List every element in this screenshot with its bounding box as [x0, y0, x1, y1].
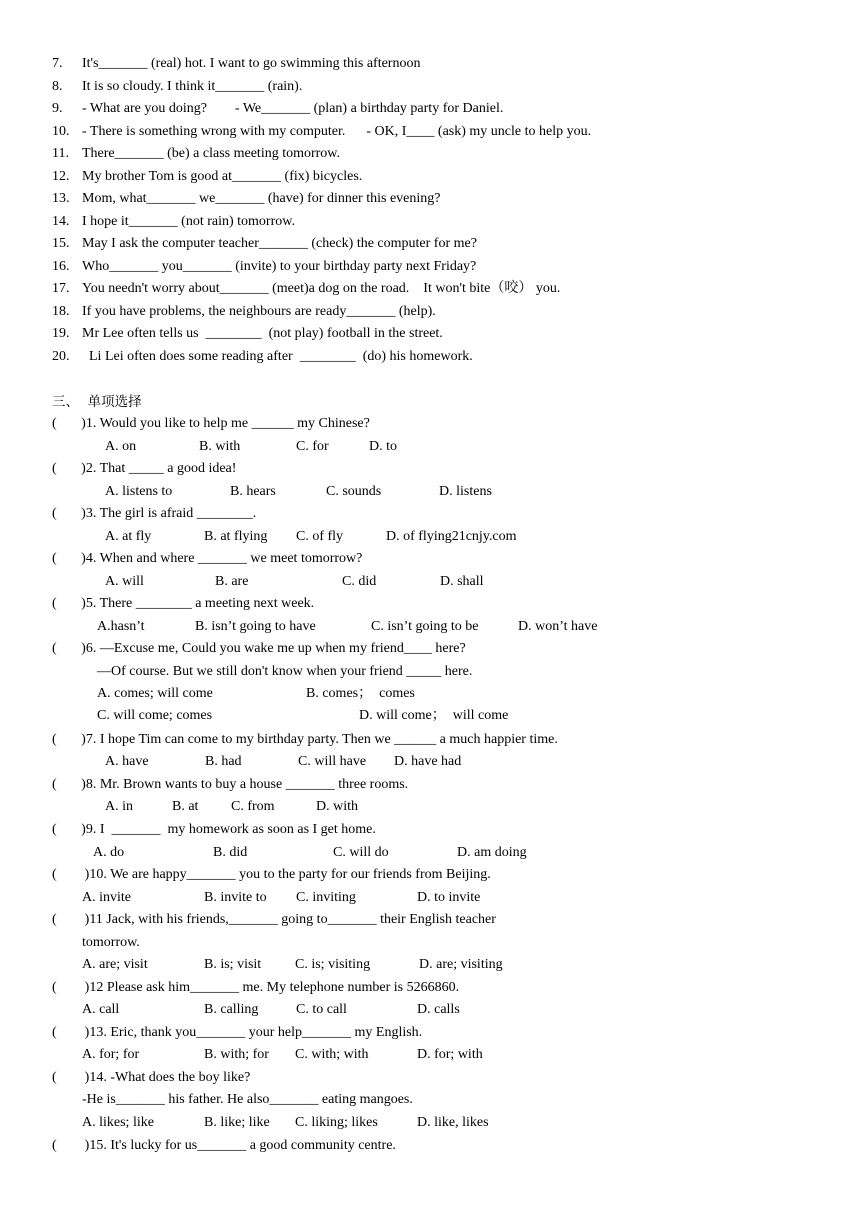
item-number: 19.: [52, 326, 70, 341]
mc-option: D. to: [369, 439, 397, 454]
mc-option: C. will have: [298, 754, 367, 769]
mc-option: B. comes； comes: [306, 686, 415, 701]
mc-option: A. for; for: [82, 1047, 140, 1062]
item-number: 11.: [52, 146, 69, 161]
mc-option: A. are; visit: [82, 957, 148, 972]
mc-option: C. for: [296, 439, 329, 454]
item-number: 7.: [52, 56, 63, 71]
mc-question: ( )14. -What does the boy like?: [52, 1070, 251, 1085]
fill-blank-question: My brother Tom is good at_______ (fix) bicycles.: [82, 169, 363, 184]
mc-option: C. did: [342, 574, 377, 589]
mc-question: ( )5. There ________ a meeting next week.: [52, 596, 315, 611]
mc-option: C. of fly: [296, 529, 344, 544]
item-number: 20.: [52, 349, 70, 364]
fill-blank-question: Who_______ you_______ (invite) to your birthday party next Friday?: [82, 259, 477, 274]
item-number: 15.: [52, 236, 70, 251]
mc-question: ( )9. I _______ my homework as soon as I get home.: [52, 822, 376, 837]
item-number: 12.: [52, 169, 70, 184]
mc-option: B. at: [172, 799, 199, 814]
fill-blank-question: Mom, what_______ we_______ (have) for dinner this evening?: [82, 191, 441, 206]
mc-option: A. listens to: [105, 484, 173, 499]
mc-question: ( )4. When and where _______ we meet tomorrow?: [52, 551, 363, 566]
mc-option: A. likes; like: [82, 1115, 154, 1130]
mc-question: ( )15. It's lucky for us_______ a good community centre.: [52, 1138, 396, 1153]
mc-option: D. for; with: [417, 1047, 483, 1062]
mc-option: A. do: [93, 845, 125, 860]
mc-question: ( )13. Eric, thank you_______ your help_______ my English.: [52, 1025, 423, 1040]
section-heading: 三、 单项选择: [52, 394, 142, 410]
mc-option: A. invite: [82, 890, 131, 905]
mc-option: D. am doing: [457, 845, 527, 860]
item-number: 16.: [52, 259, 70, 274]
fill-blank-question: I hope it_______ (not rain) tomorrow.: [82, 214, 295, 229]
item-number: 13.: [52, 191, 70, 206]
item-number: 8.: [52, 79, 63, 94]
mc-question: ( )6. —Excuse me, Could you wake me up when my friend____ here?: [52, 641, 466, 656]
item-number: 14.: [52, 214, 70, 229]
mc-option: A. have: [105, 754, 149, 769]
mc-option: D. calls: [417, 1002, 460, 1017]
mc-option: A.hasn’t: [97, 619, 145, 634]
fill-blank-question: If you have problems, the neighbours are ready_______ (help).: [82, 304, 436, 319]
mc-option: C. with; with: [295, 1047, 369, 1062]
mc-option: A. in: [105, 799, 133, 814]
mc-option: B. hears: [230, 484, 276, 499]
mc-question: ( )10. We are happy_______ you to the party for our friends from Beijing.: [52, 867, 491, 882]
mc-option: B. like; like: [204, 1115, 270, 1130]
mc-option: B. did: [213, 845, 248, 860]
mc-option: C. will do: [333, 845, 389, 860]
mc-option: D. listens: [439, 484, 492, 499]
item-number: 9.: [52, 101, 63, 116]
mc-option: C. is; visiting: [295, 957, 371, 972]
fill-blank-question: - There is something wrong with my computer. - OK, I____ (ask) my uncle to help you.: [82, 124, 592, 139]
mc-option: C. sounds: [326, 484, 382, 499]
mc-option: C. isn’t going to be: [371, 619, 479, 634]
mc-option: D. are; visiting: [419, 957, 503, 972]
mc-option: B. isn’t going to have: [195, 619, 316, 634]
fill-blank-question: It is so cloudy. I think it_______ (rain).: [82, 79, 303, 94]
mc-question: ( )2. That _____ a good idea!: [52, 461, 237, 476]
mc-question: ( )8. Mr. Brown wants to buy a house _______ three rooms.: [52, 777, 409, 792]
mc-option: C. inviting: [296, 890, 356, 905]
item-number: 18.: [52, 304, 70, 319]
mc-question-continuation: —Of course. But we still don't know when your friend _____ here.: [97, 664, 473, 679]
mc-option: D. will come； will come: [359, 708, 509, 723]
mc-option: A. at fly: [105, 529, 152, 544]
fill-blank-question: - What are you doing? - We_______ (plan) a birthday party for Daniel.: [82, 101, 504, 116]
mc-option: C. to call: [296, 1002, 347, 1017]
fill-blank-question: May I ask the computer teacher_______ (check) the computer for me?: [82, 236, 477, 251]
mc-option: B. are: [215, 574, 249, 589]
mc-question: ( )7. I hope Tim can come to my birthday party. Then we ______ a much happier time.: [52, 732, 558, 747]
mc-question-continuation: tomorrow.: [82, 935, 140, 950]
mc-option: D. have had: [394, 754, 462, 769]
mc-option: A. will: [105, 574, 144, 589]
mc-option: B. is; visit: [204, 957, 262, 972]
mc-option: B. calling: [204, 1002, 259, 1017]
mc-question-continuation: -He is_______ his father. He also_______ eating mangoes.: [82, 1092, 413, 1107]
mc-option: A. comes; will come: [97, 686, 213, 701]
fill-blank-question: You needn't worry about_______ (meet)a dog on the road. It won't bite（咬） you.: [82, 281, 561, 296]
mc-option: B. at flying: [204, 529, 268, 544]
mc-option: C. from: [231, 799, 275, 814]
mc-option: C. liking; likes: [295, 1115, 378, 1130]
mc-option: D. with: [316, 799, 358, 814]
mc-question: ( )12 Please ask him_______ me. My telephone number is 5266860.: [52, 980, 460, 995]
mc-question: ( )11 Jack, with his friends,_______ going to_______ their English teacher: [52, 912, 496, 927]
mc-option: D. won’t have: [518, 619, 598, 634]
mc-option: D. shall: [440, 574, 484, 589]
mc-option: A. call: [82, 1002, 120, 1017]
item-number: 17.: [52, 281, 70, 296]
mc-option: D. to invite: [417, 890, 481, 905]
mc-option: B. had: [205, 754, 242, 769]
mc-option: A. on: [105, 439, 137, 454]
mc-option: D. of flying21cnjy.com: [386, 529, 517, 544]
fill-blank-question: There_______ (be) a class meeting tomorrow.: [82, 146, 341, 161]
mc-option: B. with; for: [204, 1047, 269, 1062]
item-number: 10.: [52, 124, 70, 139]
fill-blank-question: Li Lei often does some reading after ________ (do) his homework.: [82, 349, 473, 364]
mc-option: D. like, likes: [417, 1115, 489, 1130]
mc-question: ( )3. The girl is afraid ________.: [52, 506, 257, 521]
mc-option: C. will come; comes: [97, 708, 213, 723]
mc-option: B. invite to: [204, 890, 267, 905]
mc-option: B. with: [199, 439, 241, 454]
mc-question: ( )1. Would you like to help me ______ my Chinese?: [52, 416, 370, 431]
fill-blank-question: Mr Lee often tells us ________ (not play) football in the street.: [82, 326, 443, 341]
fill-blank-question: It's_______ (real) hot. I want to go swimming this afternoon: [82, 56, 421, 71]
